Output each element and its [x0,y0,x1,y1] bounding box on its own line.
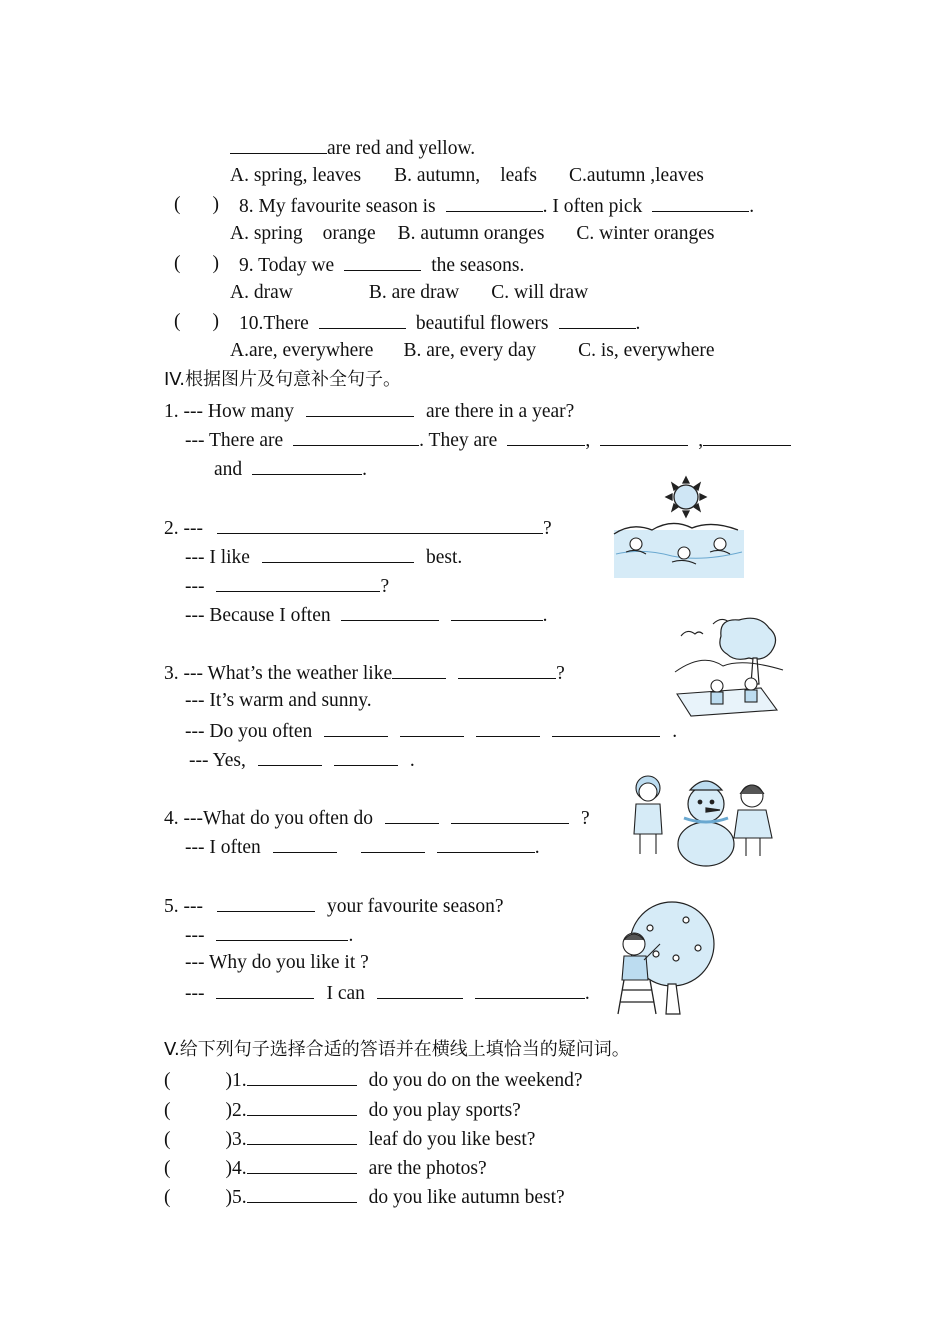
winter-snowman-picture [622,768,786,870]
answer-blank[interactable] [247,1067,357,1086]
answer-blank[interactable] [385,805,439,824]
s5-item-2: ( )2. do you play sports? [164,1097,521,1123]
answer-blank[interactable] [324,718,388,737]
answer-blank[interactable] [341,602,439,621]
answer-blank[interactable] [652,193,749,212]
answer-blank[interactable] [476,718,540,737]
answer-blank[interactable] [230,135,327,154]
option-b[interactable]: B. autumn oranges [397,223,545,244]
option-c[interactable]: C.autumn ,leaves [569,165,704,186]
option-a[interactable]: A.are, everywhere [230,340,374,361]
paren[interactable]: ( [164,1158,171,1179]
answer-blank[interactable] [559,310,636,329]
q4-2-line3: --- ? [185,573,389,599]
option-c[interactable]: C. will draw [491,282,589,303]
q7-options [230,164,704,188]
answer-blank[interactable] [392,660,446,679]
answer-blank[interactable] [217,893,315,912]
q4-4-line1: 4. ---What do you often do ? [164,805,590,831]
answer-blank[interactable] [306,398,414,417]
q4-3-line4: --- Yes, . [189,747,415,773]
paren[interactable]: ( [164,1070,171,1091]
q4-5-line1: 5. --- your favourite season? [164,893,504,919]
s5-item-1: ( )1. do you do on the weekend? [164,1067,583,1093]
q4-1-line2: --- There are . They are , , [185,427,791,453]
answer-blank[interactable] [252,456,362,475]
paren[interactable]: ( [164,1187,171,1208]
q4-1-line3: and . [214,456,367,482]
answer-blank[interactable] [334,747,398,766]
q8-stem: 8. My favourite season is . I often pick . [239,193,754,219]
answer-blank[interactable] [247,1184,357,1203]
q4-5-line2: --- . [185,922,353,948]
section4-title: IV.根据图片及句意补全句子。 [164,369,402,390]
q8-paren[interactable]: ( ) [174,194,219,215]
q10-options [230,339,715,363]
answer-blank[interactable] [458,660,556,679]
option-b-word: leafs [500,165,537,186]
q9-options [230,281,588,305]
answer-blank[interactable] [319,310,406,329]
paren[interactable]: ( [164,1100,171,1121]
s5-item-4: ( )4. are the photos? [164,1155,487,1181]
answer-blank[interactable] [600,427,688,446]
answer-blank[interactable] [361,834,425,853]
q4-3-line2: --- It’s warm and sunny. [185,690,372,711]
answer-blank[interactable] [703,427,791,446]
answer-blank[interactable] [507,427,585,446]
answer-blank[interactable] [446,193,543,212]
answer-blank[interactable] [217,515,543,534]
q9-stem: 9. Today we the seasons. [239,252,524,278]
option-a[interactable]: A. spring, leaves [230,165,362,186]
paren[interactable]: ( [164,1129,171,1150]
answer-blank[interactable] [552,718,660,737]
q4-1-line1: 1. --- How many are there in a year? [164,398,574,424]
child-girl-icon [734,785,772,856]
child-boy-icon [634,776,662,854]
q4-2-line2: --- I like best. [185,544,462,570]
option-b[interactable]: B. autumn, [394,165,481,186]
q4-3-line3: --- Do you often . [185,718,677,744]
answer-blank[interactable] [216,922,348,941]
option-b[interactable]: B. are, every day [403,340,537,361]
answer-blank[interactable] [400,718,464,737]
answer-blank[interactable] [344,252,421,271]
answer-blank[interactable] [273,834,337,853]
q4-5-line4: --- I can . [185,980,590,1006]
q4-5-line3: --- Why do you like it ? [185,952,369,973]
snowman-icon [678,781,734,866]
option-a[interactable]: A. spring [230,223,303,244]
answer-blank[interactable] [258,747,322,766]
answer-blank[interactable] [216,980,314,999]
spring-picnic-picture [673,612,785,718]
picnic-mat-icon [677,678,777,716]
q8-options [230,222,715,246]
tree-icon [720,618,776,684]
option-c[interactable]: C. winter oranges [576,223,715,244]
summer-swimming-picture [612,474,746,580]
option-a-word: orange [322,223,376,244]
q10-stem: 10.There beautiful flowers . [239,310,640,336]
answer-blank[interactable] [262,544,414,563]
answer-blank[interactable] [247,1097,357,1116]
ladder-icon [618,980,656,1014]
answer-blank[interactable] [216,573,380,592]
section5-title: V.给下列句子选择合适的答语并在横线上填恰当的疑问词。 [164,1039,630,1060]
answer-blank[interactable] [475,980,585,999]
q9-paren[interactable]: ( ) [174,253,219,274]
answer-blank[interactable] [247,1126,357,1145]
answer-blank[interactable] [247,1155,357,1174]
q4-2-line4: --- Because I often . [185,602,548,628]
option-c[interactable]: C. is, everywhere [578,340,715,361]
s5-item-5: ( )5. do you like autumn best? [164,1184,565,1210]
answer-blank[interactable] [451,602,543,621]
q7-stem: are red and yellow. [230,135,475,161]
answer-blank[interactable] [377,980,463,999]
sun-icon [666,477,706,517]
q10-paren[interactable]: ( ) [174,311,219,332]
answer-blank[interactable] [293,427,419,446]
q4-4-line2: --- I often . [185,834,540,860]
s5-item-3: ( )3. leaf do you like best? [164,1126,535,1152]
answer-blank[interactable] [437,834,535,853]
option-a[interactable]: A. draw [230,282,293,303]
answer-blank[interactable] [451,805,569,824]
option-b[interactable]: B. are draw [368,282,460,303]
autumn-picking-picture [610,898,720,1016]
q4-2-line1: 2. --- ? [164,515,552,541]
q4-3-line1: 3. --- What’s the weather like ? [164,660,565,686]
